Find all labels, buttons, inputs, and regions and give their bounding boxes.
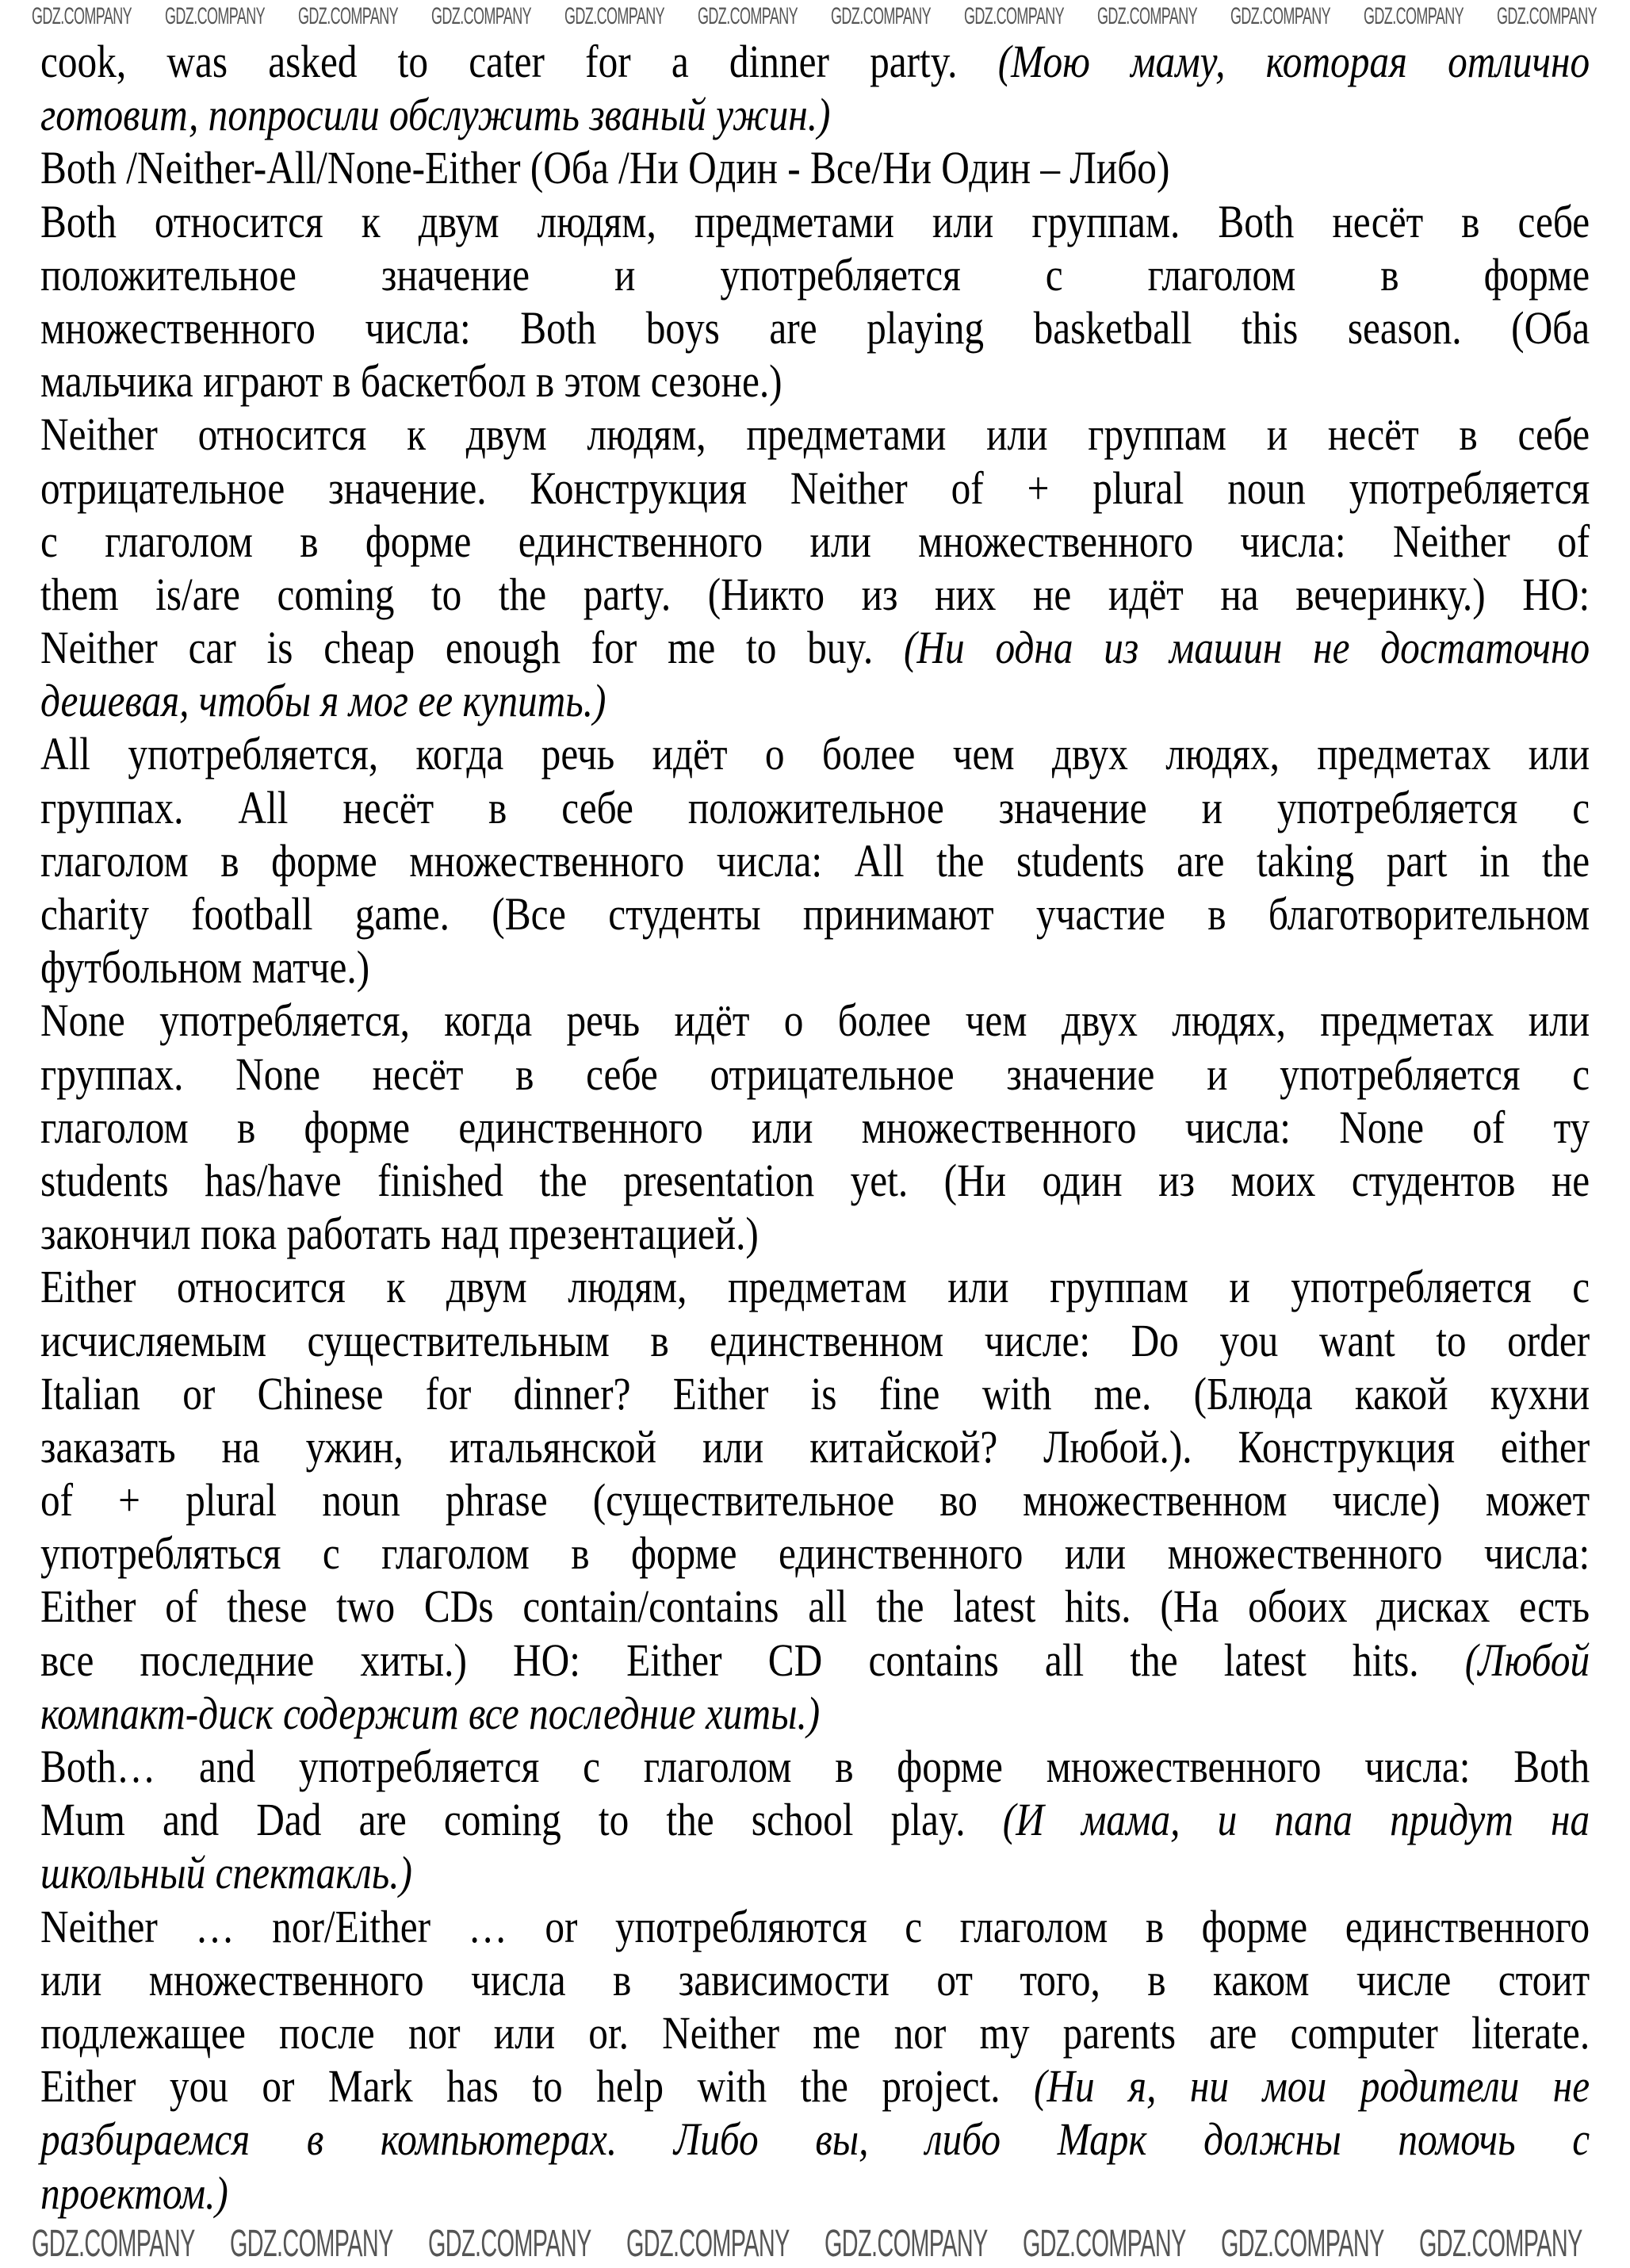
body-text: them is/are coming to the party. (Никто из них не идёт на вечеринку.) НО: bbox=[40, 568, 1590, 620]
body-text: группах. None несёт в себе отрицательное значение и употребляется с bbox=[40, 1048, 1590, 1100]
text-line bbox=[40, 1634, 1590, 1687]
watermark: GDZ.COMPANY bbox=[230, 2223, 393, 2265]
body-text: Either относится к двум людям, предметам или группам и употребляется с bbox=[40, 1261, 1590, 1313]
watermark: GDZ.COMPANY bbox=[831, 3, 932, 29]
text-line bbox=[40, 1154, 1590, 1207]
body-text: Neither … nor/Either … or употребляются с глаголом в форме единственного bbox=[40, 1900, 1590, 1952]
body-text: положительное значение и употребляется с глаголом в форме bbox=[40, 248, 1590, 301]
watermark: GDZ.COMPANY bbox=[165, 3, 266, 29]
text-line bbox=[40, 248, 1590, 301]
text-line bbox=[40, 568, 1590, 621]
body-text: футбольном матче.) bbox=[40, 941, 370, 994]
watermark: GDZ.COMPANY bbox=[1097, 3, 1198, 29]
watermark: GDZ.COMPANY bbox=[964, 3, 1065, 29]
text-line bbox=[40, 2006, 1590, 2059]
body-text: Neither относится к двум людям, предметами или группам и несёт в себе bbox=[40, 408, 1590, 461]
translation-text: (Ни одна из машин не достаточно bbox=[904, 622, 1590, 674]
text-line bbox=[40, 35, 1590, 88]
watermark: GDZ.COMPANY bbox=[698, 3, 798, 29]
body-text: глаголом в форме множественного числа: All the students are taking part in the bbox=[40, 834, 1590, 887]
translation-text: проектом.) bbox=[40, 2166, 228, 2219]
watermark: GDZ.COMPANY bbox=[298, 3, 399, 29]
text-line bbox=[40, 1900, 1590, 1953]
translation-text: (Любой bbox=[1464, 1634, 1590, 1686]
text-line bbox=[40, 1260, 1590, 1313]
text-line bbox=[40, 354, 1590, 408]
text-line bbox=[40, 2166, 1590, 2220]
body-text: все последние хиты.) НО: Either CD contains all the latest hits. bbox=[40, 1634, 1465, 1686]
text-line bbox=[40, 88, 1590, 141]
text-line bbox=[40, 1420, 1590, 1473]
body-text: подлежащее после nor или or. Neither me nor my parents are computer literate. bbox=[40, 2006, 1590, 2059]
text-line bbox=[40, 408, 1590, 461]
body-text: Either you or Mark has to help with the project. bbox=[40, 2060, 1035, 2113]
body-text: мальчика играют в баскетбол в этом сезоне.) bbox=[40, 355, 782, 408]
body-text: Both /Neither-All/None-Either (Оба /Ни Один - Все/Ни Один – Либо) bbox=[40, 142, 1170, 194]
text-line bbox=[40, 1048, 1590, 1101]
text-line bbox=[40, 941, 1590, 994]
body-text: Both… and употребляется с глаголом в форме множественного числа: Both bbox=[40, 1741, 1590, 1792]
watermark: GDZ.COMPANY bbox=[1230, 3, 1331, 29]
text-line bbox=[40, 1953, 1590, 2006]
watermark: GDZ.COMPANY bbox=[1023, 2223, 1186, 2265]
body-text: None употребляется, когда речь идёт о более чем двух людях, предметах или bbox=[40, 994, 1590, 1047]
text-line bbox=[40, 1101, 1590, 1154]
body-text: Mum and Dad are coming to the school play. bbox=[40, 1794, 1003, 1846]
body-text: глаголом в форме единственного или множественного числа: None of ту bbox=[40, 1101, 1590, 1153]
translation-text: (Мою маму, которая отлично bbox=[997, 36, 1590, 87]
text-line bbox=[40, 462, 1590, 515]
text-line bbox=[40, 1314, 1590, 1367]
text-line bbox=[40, 1367, 1590, 1420]
watermark: GDZ.COMPANY bbox=[1419, 2223, 1582, 2265]
body-text: употребляться с глаголом в форме единственного или множественного числа: bbox=[40, 1527, 1590, 1580]
document-body bbox=[40, 35, 1590, 2220]
text-line bbox=[40, 674, 1590, 727]
text-line bbox=[40, 301, 1590, 354]
text-line bbox=[40, 195, 1590, 248]
text-line bbox=[40, 515, 1590, 568]
body-text: Neither car is cheap enough for me to buy. bbox=[40, 622, 905, 674]
translation-text: готовит, попросили обслужить званый ужин.) bbox=[40, 89, 831, 141]
body-text: закончил пока работать над презентацией.) bbox=[40, 1208, 759, 1260]
text-line bbox=[40, 2059, 1590, 2113]
body-text: cook, was asked to cater for a dinner party. bbox=[40, 36, 998, 87]
watermark: GDZ.COMPANY bbox=[1497, 3, 1597, 29]
body-text: Italian or Chinese for dinner? Either is fine with me. (Блюда какой кухни bbox=[40, 1367, 1590, 1419]
body-text: charity football game. (Все студенты принимают участие в благотворительном bbox=[40, 888, 1590, 940]
translation-text: (И мама, и папа придут на bbox=[1002, 1794, 1590, 1846]
text-line bbox=[40, 727, 1590, 780]
body-text: Either of these two CDs contain/contains all the latest hits. (На обоих дисках есть bbox=[40, 1580, 1590, 1633]
text-line bbox=[40, 141, 1590, 194]
watermark: GDZ.COMPANY bbox=[431, 3, 532, 29]
text-line bbox=[40, 1207, 1590, 1260]
watermark: GDZ.COMPANY bbox=[32, 2223, 195, 2265]
watermark: GDZ.COMPANY bbox=[626, 2223, 790, 2265]
body-text: с глаголом в форме единственного или множественного числа: Neither of bbox=[40, 515, 1590, 567]
text-line bbox=[40, 994, 1590, 1047]
text-line bbox=[40, 834, 1590, 887]
body-text: заказать на ужин, итальянской или китайской? Любой.). Конструкция either bbox=[40, 1420, 1590, 1473]
body-text: отрицательное значение. Конструкция Neither of + plural noun употребляется bbox=[40, 462, 1590, 514]
body-text: Both относится к двум людям, предметами или группам. Both несёт в себе bbox=[40, 195, 1590, 247]
translation-text: (Ни я, ни мои родители не bbox=[1034, 2060, 1590, 2113]
body-text: группах. All несёт в себе положительное значение и употребляется с bbox=[40, 781, 1590, 833]
translation-text: разбираемся в компьютерах. Либо вы, либо Марк должны помочь с bbox=[40, 2113, 1590, 2166]
text-line bbox=[40, 1687, 1590, 1740]
text-line bbox=[40, 1527, 1590, 1580]
text-line bbox=[40, 1740, 1590, 1793]
text-line bbox=[40, 1793, 1590, 1846]
text-line bbox=[40, 887, 1590, 941]
watermark: GDZ.COMPANY bbox=[825, 2223, 988, 2265]
watermark: GDZ.COMPANY bbox=[564, 3, 665, 29]
text-line bbox=[40, 1846, 1590, 1899]
text-line bbox=[40, 621, 1590, 674]
body-text: множественного числа: Both boys are playing basketball this season. (Оба bbox=[40, 301, 1590, 354]
translation-text: дешевая, чтобы я мог ее купить.) bbox=[40, 675, 606, 727]
watermark: GDZ.COMPANY bbox=[32, 3, 132, 29]
translation-text: компакт-диск содержит все последние хиты.) bbox=[40, 1687, 821, 1739]
body-text: students has/have finished the presentation yet. (Ни один из моих студентов не bbox=[40, 1154, 1590, 1206]
text-line bbox=[40, 1473, 1590, 1527]
watermark: GDZ.COMPANY bbox=[428, 2223, 591, 2265]
body-text: исчисляемым существительным в единственном числе: Do you want to order bbox=[40, 1314, 1590, 1366]
translation-text: школьный спектакль.) bbox=[40, 1847, 412, 1899]
body-text: или множественного числа в зависимости от того, в каком числе стоит bbox=[40, 1953, 1590, 2006]
text-line bbox=[40, 2113, 1590, 2166]
body-text: of + plural noun phrase (существительное во множественном числе) может bbox=[40, 1474, 1590, 1527]
watermark: GDZ.COMPANY bbox=[1364, 3, 1464, 29]
text-line bbox=[40, 781, 1590, 834]
watermark: GDZ.COMPANY bbox=[1221, 2223, 1384, 2265]
text-line bbox=[40, 1580, 1590, 1633]
body-text: All употребляется, когда речь идёт о более чем двух людях, предметах или bbox=[40, 728, 1590, 780]
